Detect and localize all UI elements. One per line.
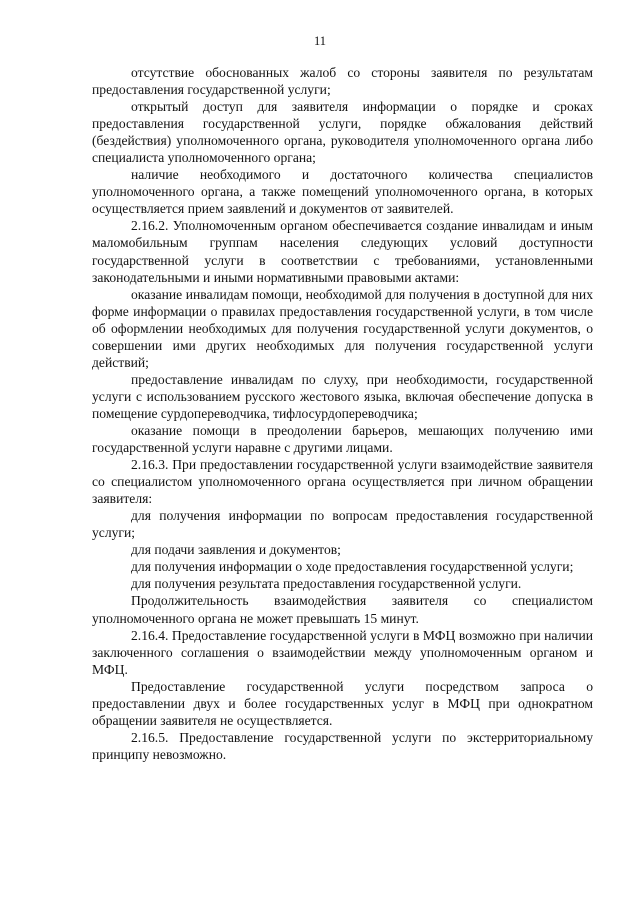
paragraph: 2.16.3. При предоставлении государственной услуги взаимодействие заявителя со специалистом уполномоченного органа осуществляется при личном обращении заявителя: <box>92 457 593 507</box>
paragraph: для получения информации по вопросам предоставления государственной услуги; <box>92 508 593 541</box>
paragraph: Предоставление государственной услуги посредством запроса о предоставлении двух и более государственных услуг в МФЦ при однократном обращении заявителя не осуществляется. <box>92 678 593 728</box>
paragraph: открытый доступ для заявителя информации о порядке и сроках предоставления государственной услуги, порядке обжалования действий (бездействия) уполномоченного органа, руководителя уполномоченного органа либо специалиста уполномоченного органа; <box>92 99 593 166</box>
paragraph: оказание инвалидам помощи, необходимой для получения в доступной для них форме информации о правилах предоставления государственной услуги, в том числе об оформлении необходимых для получения государственной услуги документов, о совершении ими других необходимых для получения государственной услуги действий; <box>92 286 593 370</box>
paragraph: предоставление инвалидам по слуху, при необходимости, государственной услуги с использованием русского жестового языка, включая обеспечение допуска в помещение сурдопереводчика, тифлосурдопереводчика; <box>92 371 593 421</box>
paragraph: отсутствие обоснованных жалоб со стороны заявителя по результатам предоставления государственной услуги; <box>92 65 593 98</box>
paragraph: Продолжительность взаимодействия заявителя со специалистом уполномоченного органа не может превышать 15 минут. <box>92 593 593 626</box>
document-body <box>92 64 593 763</box>
paragraph: наличие необходимого и достаточного количества специалистов уполномоченного органа, а также помещений уполномоченного органа, в которых осуществляется прием заявлений и документов от заявителей. <box>92 167 593 217</box>
paragraph: 2.16.2. Уполномоченным органом обеспечивается создание инвалидам и иным маломобильным группам населения следующих условий доступности государственной услуги в соответствии с требованиями, установленными законодательными и иными нормативными правовыми актами: <box>92 218 593 285</box>
paragraph: для подачи заявления и документов; <box>131 542 341 558</box>
paragraph: оказание помощи в преодолении барьеров, мешающих получению ими государственной услуги наравне с другими лицами. <box>92 422 593 456</box>
page-number: 11 <box>313 34 327 48</box>
paragraph: 2.16.4. Предоставление государственной услуги в МФЦ возможно при наличии заключенного соглашения о взаимодействии между уполномоченным органом и МФЦ. <box>92 627 593 677</box>
paragraph: 2.16.5. Предоставление государственной услуги по экстерриториальному принципу невозможно. <box>92 729 593 762</box>
paragraph: для получения информации о ходе предоставления государственной услуги; <box>131 559 574 575</box>
paragraph: для получения результата предоставления государственной услуги. <box>131 576 522 592</box>
